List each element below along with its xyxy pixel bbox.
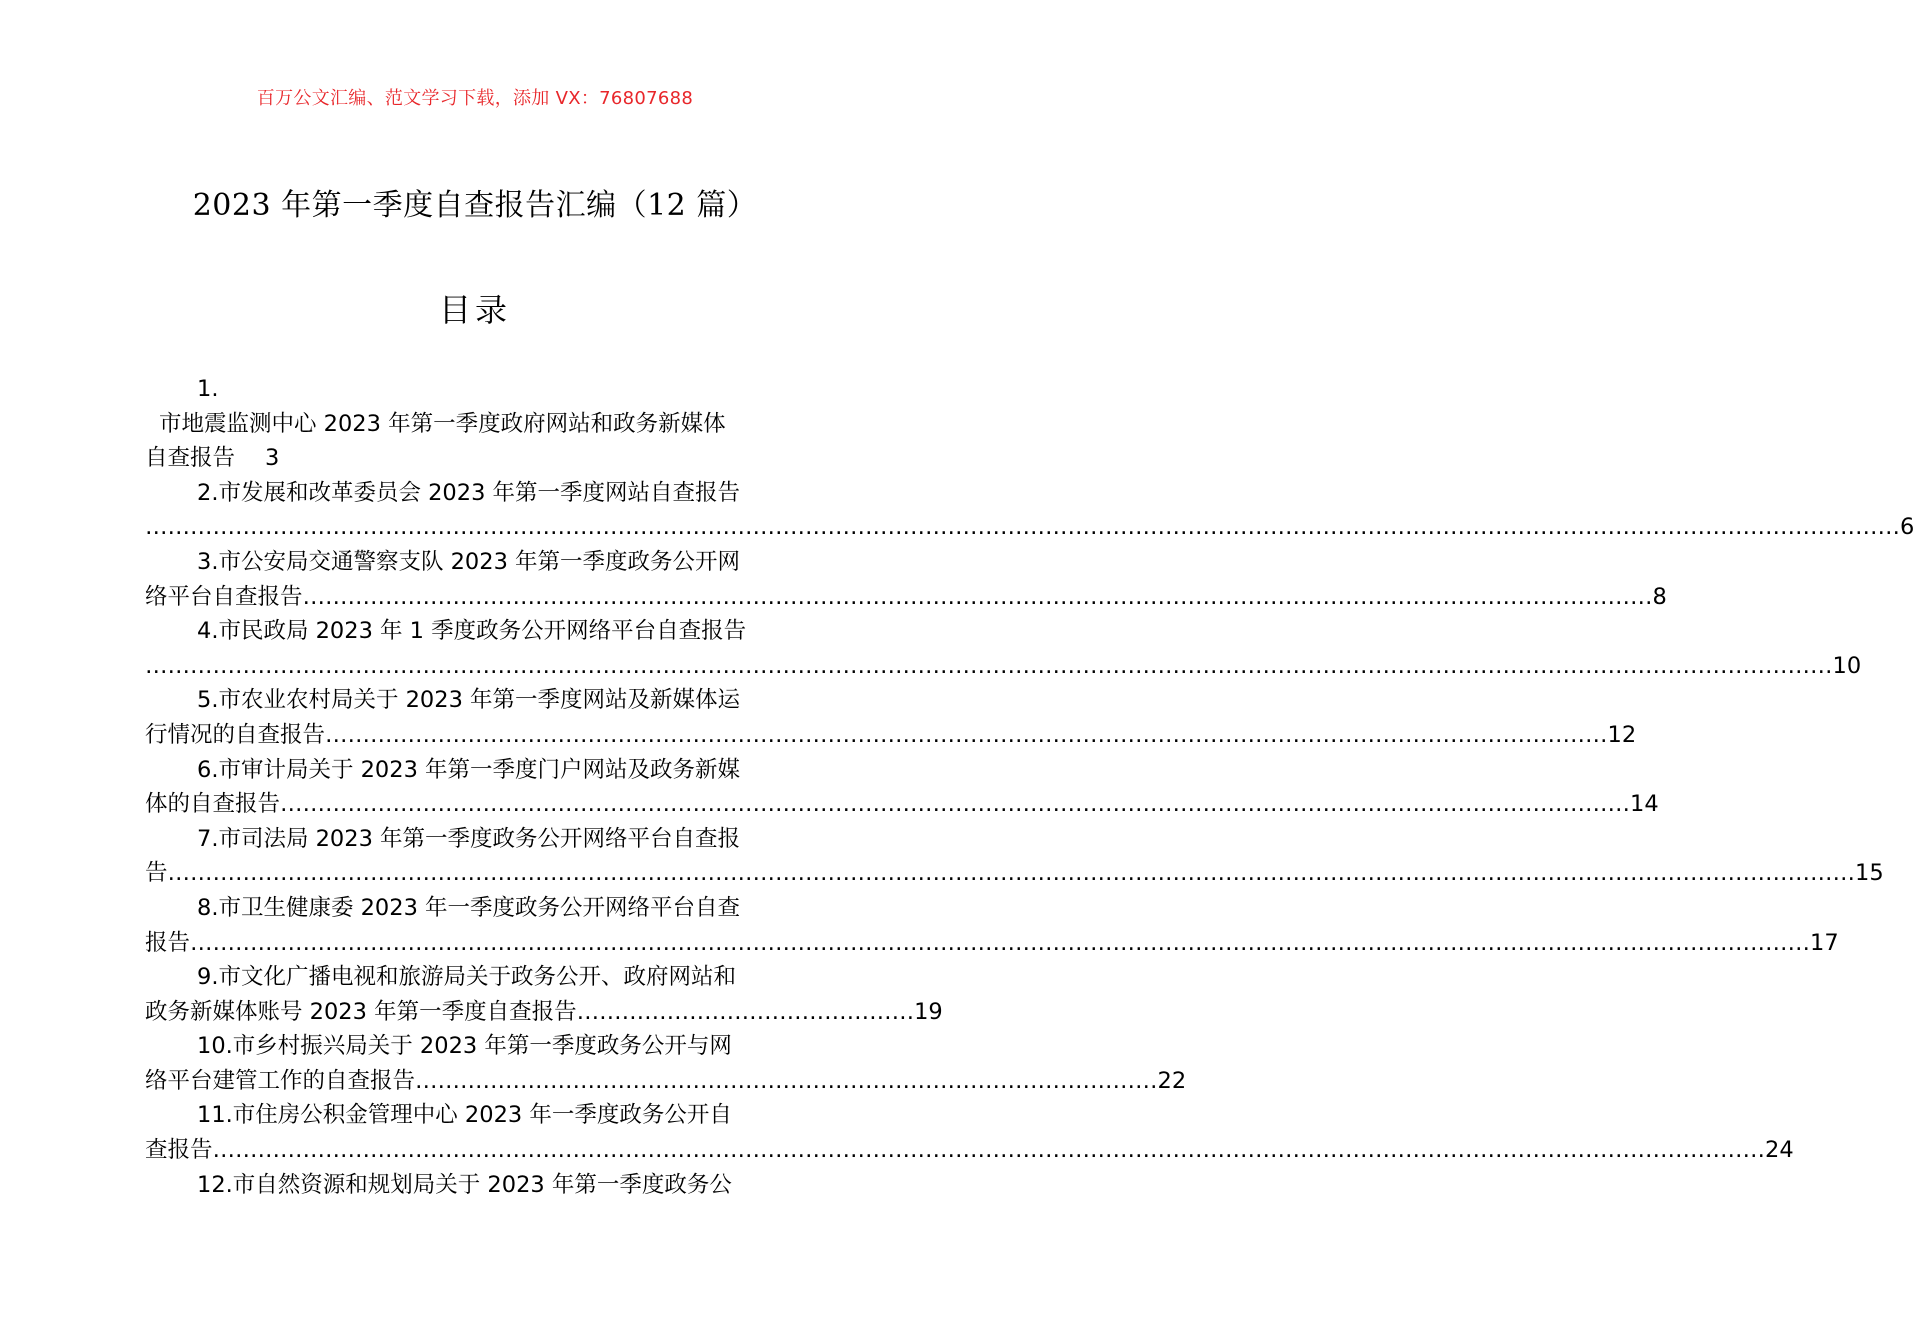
toc-entry-7[interactable] bbox=[145, 822, 1884, 891]
toc-entry-title: 9.市文化广播电视和旅游局关于政务公开、政府网站和 bbox=[197, 964, 736, 991]
toc-entry-page: 24 bbox=[1765, 1137, 1794, 1164]
toc-leader-dots: ……………………………………………………………………………………………………………………………………………………………………………………………………… bbox=[167, 860, 1856, 887]
toc-entry-number: 1. bbox=[197, 376, 219, 402]
toc-entry-title: 2.市发展和改革委员会 2023 年第一季度网站自查报告 bbox=[197, 479, 741, 506]
toc-leader-dots: ……………………………………… bbox=[576, 998, 915, 1025]
toc-entry-title-cont: 政务新媒体账号 2023 年第一季度自查报告 bbox=[145, 998, 577, 1025]
toc-entry-title: 市地震监测中心 2023 年第一季度政府网站和政务新媒体 bbox=[159, 410, 726, 437]
toc-entry-title-cont: 络平台建管工作的自查报告 bbox=[145, 1067, 416, 1094]
toc-entry-3[interactable] bbox=[145, 545, 1667, 614]
toc-entry-4[interactable] bbox=[145, 614, 1862, 683]
toc-leader-dots: ……………………………………………………………………………………………………………………………………………………… bbox=[325, 721, 1608, 748]
toc-entry-8[interactable] bbox=[145, 891, 1839, 960]
toc-entry-6[interactable] bbox=[145, 753, 1659, 822]
toc-entry-title: 5.市农业农村局关于 2023 年第一季度网站及新媒体运 bbox=[197, 687, 741, 714]
toc-entry-5[interactable] bbox=[145, 683, 1637, 752]
toc-entry-title: 11.市住房公积金管理中心 2023 年一季度政务公开自 bbox=[197, 1102, 732, 1129]
toc-entry-page: 14 bbox=[1630, 791, 1659, 818]
toc-entry-title-cont: 络平台自查报告 bbox=[145, 583, 303, 610]
header-watermark-text: 百万公文汇编、范文学习下载，添加 VX：76807688 bbox=[256, 88, 694, 109]
toc-entry-title: 4.市民政局 2023 年 1 季度政务公开网络平台自查报告 bbox=[197, 618, 747, 645]
toc-entry-title-cont: 告 bbox=[145, 860, 168, 887]
table-of-contents bbox=[145, 372, 1914, 1202]
toc-entry-10[interactable] bbox=[145, 1029, 1187, 1098]
toc-entry-page: 12 bbox=[1607, 721, 1637, 748]
toc-leader-dots: ……………………………………………………………………………………………………………………………………………………………………………………………………………… bbox=[145, 514, 1900, 541]
toc-entry-title: 10.市乡村振兴局关于 2023 年第一季度政务公开与网 bbox=[197, 1033, 732, 1060]
toc-entry-page: 3 bbox=[265, 445, 280, 472]
toc-entry-page: 17 bbox=[1810, 929, 1839, 956]
toc-entry-title[interactable]: 12.市自然资源和规划局关于 2023 年第一季度政务公 bbox=[197, 1171, 732, 1198]
toc-entry-title: 7.市司法局 2023 年第一季度政务公开网络平台自查报 bbox=[197, 825, 741, 852]
toc-leader-dots: ……………………………………………………………………………………………………………………………………………………………………………………………………… bbox=[145, 652, 1833, 679]
toc-leader-dots: ……………………………………………………………………………………………………………………………………………………………………………………………… bbox=[190, 929, 1811, 956]
toc-leader-dots: ……………………………………………………………………………………………………………………………………………………………… bbox=[302, 583, 1653, 610]
toc-entry-title-cont: 查报告 bbox=[145, 1137, 213, 1164]
toc-heading: 目录 bbox=[438, 291, 511, 329]
toc-entry-page: 6 bbox=[1900, 514, 1914, 541]
toc-entry-page: 15 bbox=[1855, 860, 1884, 887]
toc-entry-9[interactable] bbox=[145, 960, 943, 1029]
toc-entry-2[interactable] bbox=[145, 476, 1914, 545]
toc-leader-dots: ……………………………………………………………………………………………………………………………………………………………… bbox=[280, 791, 1631, 818]
toc-entry-title: 8.市卫生健康委 2023 年一季度政务公开网络平台自查 bbox=[197, 894, 741, 921]
toc-entry-11[interactable] bbox=[145, 1098, 1794, 1167]
toc-entry-page: 22 bbox=[1157, 1067, 1187, 1094]
toc-entry-title-cont: 行情况的自查报告 bbox=[145, 721, 326, 748]
toc-entry-title-cont: 报告 bbox=[145, 929, 191, 956]
toc-entry-page: 8 bbox=[1652, 583, 1667, 610]
toc-entry-title-cont: 自查报告 bbox=[145, 445, 236, 472]
toc-entry-page: 19 bbox=[914, 998, 943, 1025]
toc-entry-title: 6.市审计局关于 2023 年第一季度门户网站及政务新媒 bbox=[197, 756, 741, 783]
toc-entry-1[interactable] bbox=[145, 372, 807, 476]
toc-leader-dots: ……………………………………………………………………………………………………………………………………………………………………………………… bbox=[212, 1137, 1766, 1164]
toc-entry-title-cont: 体的自查报告 bbox=[145, 791, 281, 818]
toc-entry-title: 3.市公安局交通警察支队 2023 年第一季度政务公开网 bbox=[197, 548, 741, 575]
toc-leader-dots: ……………………………………………………………………………………… bbox=[415, 1067, 1158, 1094]
document-title: 2023 年第一季度自查报告汇编（12 篇） bbox=[192, 188, 758, 223]
toc-entry-page: 10 bbox=[1832, 652, 1862, 679]
